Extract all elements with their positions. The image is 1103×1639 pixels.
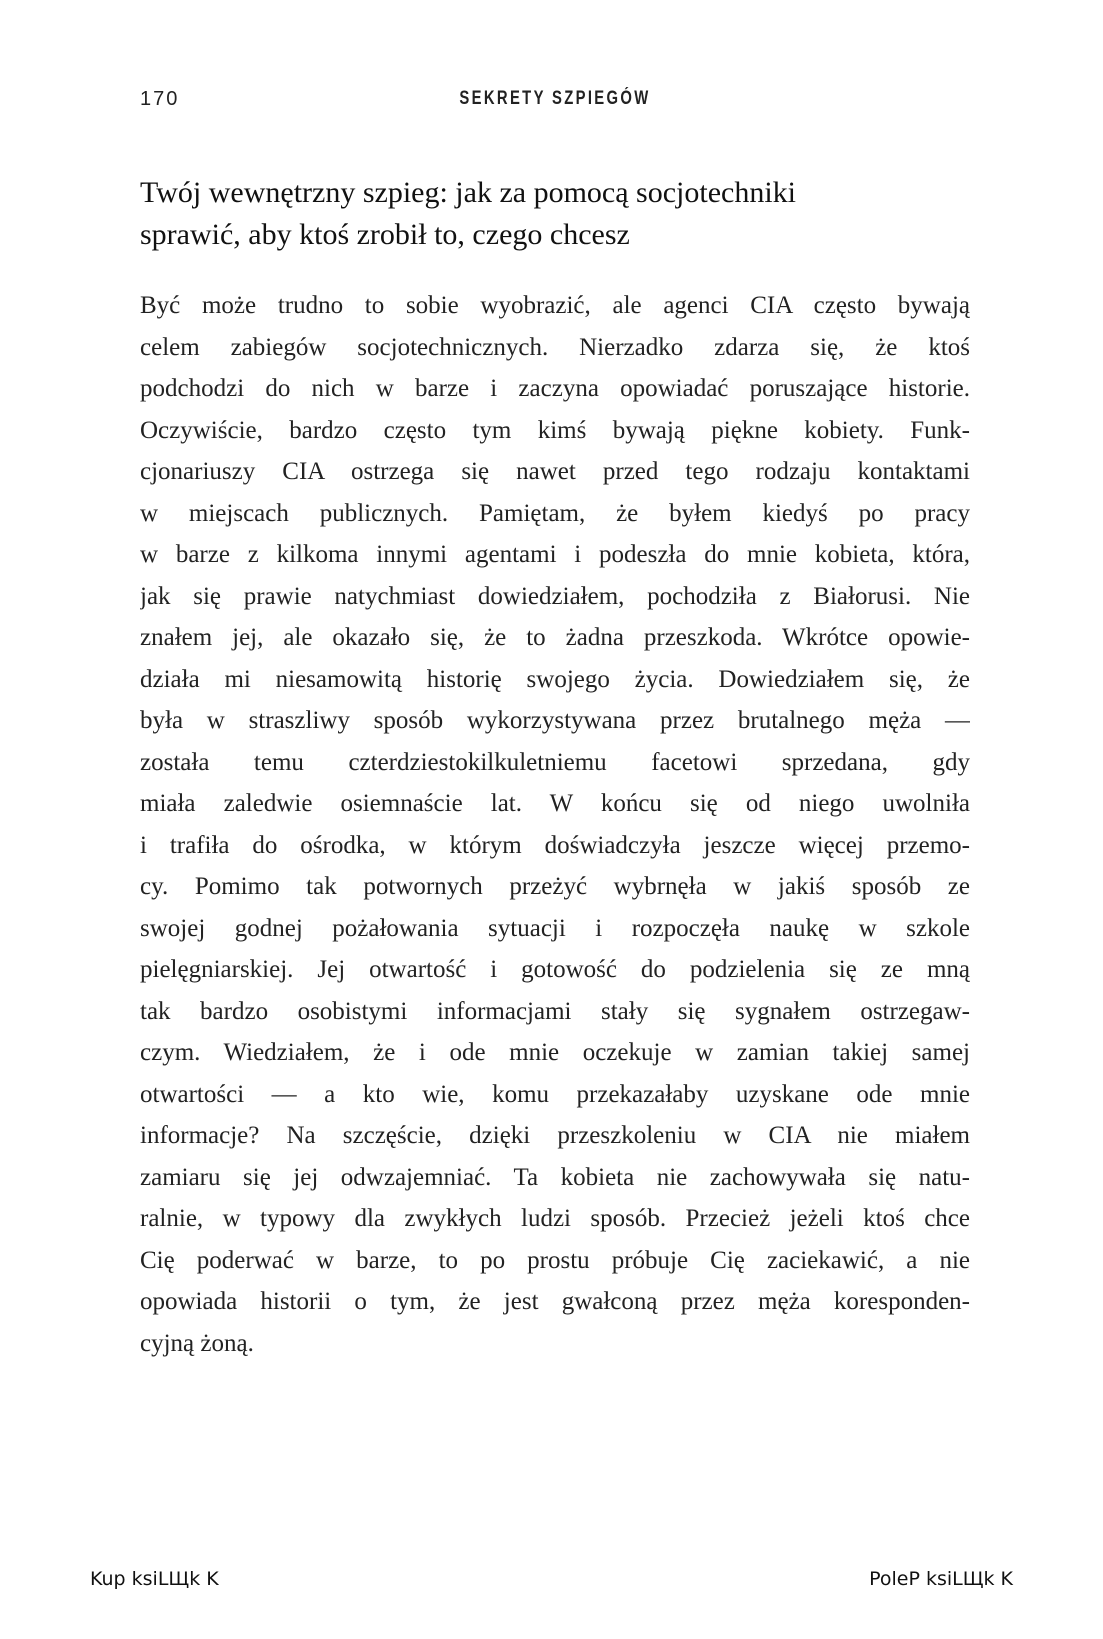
buy-book-link[interactable]: Kup ksiLЩk K: [90, 1568, 219, 1590]
body-line: otwartości — a kto wie, komu przekazałaby uzyskane ode mnie: [140, 1080, 970, 1108]
body-line: w miejscach publicznych. Pamiętam, że byłem kiedyś po pracy: [140, 499, 970, 527]
body-line: cyjną żoną.: [140, 1329, 254, 1357]
body-line: miała zaledwie osiemnaście lat. W końcu się od niego uwolniła: [140, 790, 970, 817]
body-line: Oczywiście, bardzo często tym kimś bywają piękne kobiety. Funk-: [140, 416, 970, 444]
page-number: 170: [140, 88, 180, 110]
body-line: Być może trudno to sobie wyobrazić, ale agenci CIA często bywają: [140, 292, 970, 319]
running-header: [140, 88, 970, 118]
body-line: swojej godnej pożałowania sytuacji i rozpoczęła naukę w szkole: [140, 914, 970, 942]
body-line: była w straszliwy sposób wykorzystywana przez brutalnego męża —: [140, 707, 970, 734]
body-line: jak się prawie natychmiast dowiedziałem, pochodziła z Białorusi. Nie: [140, 582, 970, 610]
section-heading-line-2: sprawić, aby ktoś zrobił to, czego chcesz: [140, 218, 630, 251]
body-line: pielęgniarskiej. Jej otwartość i gotowość do podzielenia się ze mną: [140, 956, 970, 983]
running-title: SEKRETY SZPIEGÓW: [459, 88, 651, 109]
body-line: cy. Pomimo tak potwornych przeżyć wybrnęła w jakiś sposób ze: [140, 873, 970, 900]
body-line: ralnie, w typowy dla zwykłych ludzi sposób. Przecież jeżeli ktoś chce: [140, 1205, 970, 1232]
body-line: została temu czterdziestokilkuletniemu facetowi sprzedana, gdy: [140, 748, 970, 776]
body-line: znałem jej, ale okazało się, że to żadna przeszkoda. Wkrótce opowie-: [140, 624, 970, 651]
section-heading-line-1: Twój wewnętrzny szpieg: jak za pomocą socjotechniki: [140, 176, 797, 209]
body-paragraph: [140, 285, 970, 1364]
body-line: Cię poderwać w barze, to po prostu próbuje Cię zaciekawić, a nie: [140, 1246, 970, 1274]
body-line: opowiada historii o tym, że jest gwałconą przez męża koresponden-: [140, 1288, 970, 1315]
body-line: informacje? Na szczęście, dzięki przeszkoleniu w CIA nie miałem: [140, 1122, 970, 1149]
body-line: zamiaru się jej odwzajemniać. Ta kobieta nie zachowywała się natu-: [140, 1163, 970, 1191]
recommend-book-link[interactable]: PoleP ksiLЩk K: [869, 1568, 1013, 1590]
body-line: czym. Wiedziałem, że i ode mnie oczekuje w zamian takiej samej: [140, 1039, 970, 1066]
body-line: tak bardzo osobistymi informacjami stały się sygnałem ostrzegaw-: [140, 997, 970, 1025]
body-line: podchodzi do nich w barze i zaczyna opowiadać poruszające historie.: [140, 375, 970, 402]
body-line: w barze z kilkoma innymi agentami i podeszła do mnie kobieta, która,: [140, 541, 970, 568]
body-line: cjonariuszy CIA ostrzega się nawet przed tego rodzaju kontaktami: [140, 458, 970, 485]
section-heading: [140, 172, 970, 256]
body-line: i trafiła do ośrodka, w którym doświadczyła jeszcze więcej przemo-: [140, 831, 970, 859]
body-line: działa mi niesamowitą historię swojego życia. Dowiedziałem się, że: [140, 665, 970, 693]
body-line: celem zabiegów socjotechnicznych. Nierzadko zdarza się, że ktoś: [140, 333, 970, 361]
